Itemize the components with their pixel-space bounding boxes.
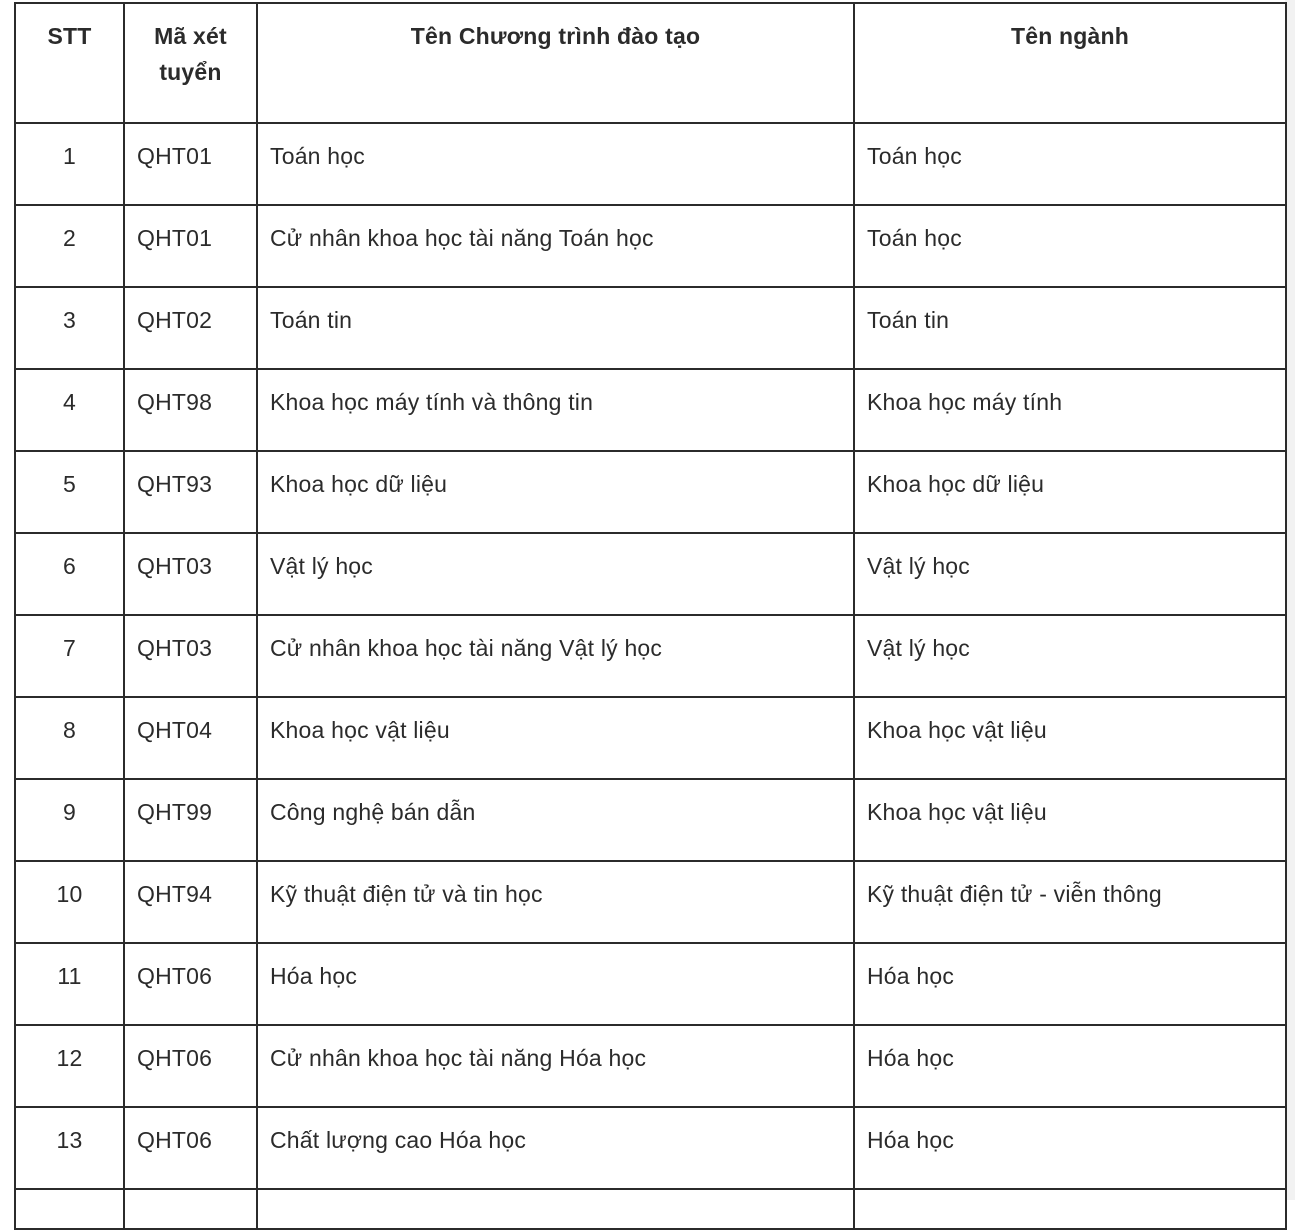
row-stt: 11 bbox=[15, 943, 124, 1025]
row-stt: 9 bbox=[15, 779, 124, 861]
header-stt: STT bbox=[15, 3, 124, 123]
table-row bbox=[15, 779, 1286, 861]
table-row bbox=[15, 369, 1286, 451]
row-major: Toán học bbox=[854, 205, 1286, 287]
row-stt: 10 bbox=[15, 861, 124, 943]
row-program: Cử nhân khoa học tài năng Toán học bbox=[257, 205, 854, 287]
row-stt: 4 bbox=[15, 369, 124, 451]
row-program: Toán học bbox=[257, 123, 854, 205]
table-row bbox=[15, 615, 1286, 697]
row-stt: 2 bbox=[15, 205, 124, 287]
table-row bbox=[15, 533, 1286, 615]
header-code-line-1: Mã xét bbox=[154, 23, 227, 49]
row-code: QHT03 bbox=[124, 615, 257, 697]
row-cell-empty bbox=[15, 1189, 124, 1229]
row-major: Toán học bbox=[854, 123, 1286, 205]
row-cell-empty bbox=[854, 1189, 1286, 1229]
row-program: Khoa học dữ liệu bbox=[257, 451, 854, 533]
table-body bbox=[15, 123, 1286, 1229]
row-program: Khoa học vật liệu bbox=[257, 697, 854, 779]
row-program: Hóa học bbox=[257, 943, 854, 1025]
row-program: Cử nhân khoa học tài năng Vật lý học bbox=[257, 615, 854, 697]
row-cell-empty bbox=[257, 1189, 854, 1229]
row-major: Vật lý học bbox=[854, 615, 1286, 697]
row-stt: 5 bbox=[15, 451, 124, 533]
row-code: QHT93 bbox=[124, 451, 257, 533]
row-cell-empty bbox=[124, 1189, 257, 1229]
table-row bbox=[15, 287, 1286, 369]
table-row bbox=[15, 123, 1286, 205]
table-row bbox=[15, 697, 1286, 779]
table-header bbox=[15, 3, 1286, 123]
row-stt: 6 bbox=[15, 533, 124, 615]
row-program: Chất lượng cao Hóa học bbox=[257, 1107, 854, 1189]
table-row bbox=[15, 861, 1286, 943]
row-major: Hóa học bbox=[854, 1107, 1286, 1189]
row-code: QHT02 bbox=[124, 287, 257, 369]
row-code: QHT03 bbox=[124, 533, 257, 615]
table-row bbox=[15, 451, 1286, 533]
row-major: Khoa học máy tính bbox=[854, 369, 1286, 451]
header-major-name: Tên ngành bbox=[854, 3, 1286, 123]
row-major: Khoa học dữ liệu bbox=[854, 451, 1286, 533]
header-admission-code bbox=[124, 3, 257, 123]
row-stt: 13 bbox=[15, 1107, 124, 1189]
row-code: QHT04 bbox=[124, 697, 257, 779]
admission-programs-table bbox=[14, 2, 1287, 1230]
row-stt: 7 bbox=[15, 615, 124, 697]
table-row bbox=[15, 205, 1286, 287]
row-stt: 8 bbox=[15, 697, 124, 779]
header-row bbox=[15, 3, 1286, 123]
row-major: Toán tin bbox=[854, 287, 1286, 369]
row-program: Toán tin bbox=[257, 287, 854, 369]
header-code-line-2: tuyển bbox=[159, 59, 222, 85]
table-row bbox=[15, 1107, 1286, 1189]
row-code: QHT98 bbox=[124, 369, 257, 451]
row-code: QHT06 bbox=[124, 1107, 257, 1189]
row-stt: 3 bbox=[15, 287, 124, 369]
row-program: Cử nhân khoa học tài năng Hóa học bbox=[257, 1025, 854, 1107]
row-program: Công nghệ bán dẫn bbox=[257, 779, 854, 861]
header-program-name: Tên Chương trình đào tạo bbox=[257, 3, 854, 123]
row-program: Khoa học máy tính và thông tin bbox=[257, 369, 854, 451]
row-major: Vật lý học bbox=[854, 533, 1286, 615]
row-stt: 12 bbox=[15, 1025, 124, 1107]
row-code: QHT01 bbox=[124, 205, 257, 287]
row-stt: 1 bbox=[15, 123, 124, 205]
row-program: Vật lý học bbox=[257, 533, 854, 615]
row-code: QHT06 bbox=[124, 943, 257, 1025]
table-row-cut-off bbox=[15, 1189, 1286, 1229]
row-code: QHT94 bbox=[124, 861, 257, 943]
table-row bbox=[15, 1025, 1286, 1107]
row-major: Kỹ thuật điện tử - viễn thông bbox=[854, 861, 1286, 943]
row-major: Khoa học vật liệu bbox=[854, 697, 1286, 779]
row-code: QHT99 bbox=[124, 779, 257, 861]
row-program: Kỹ thuật điện tử và tin học bbox=[257, 861, 854, 943]
row-major: Khoa học vật liệu bbox=[854, 779, 1286, 861]
row-major: Hóa học bbox=[854, 1025, 1286, 1107]
table-row bbox=[15, 943, 1286, 1025]
row-code: QHT01 bbox=[124, 123, 257, 205]
row-code: QHT06 bbox=[124, 1025, 257, 1107]
row-major: Hóa học bbox=[854, 943, 1286, 1025]
